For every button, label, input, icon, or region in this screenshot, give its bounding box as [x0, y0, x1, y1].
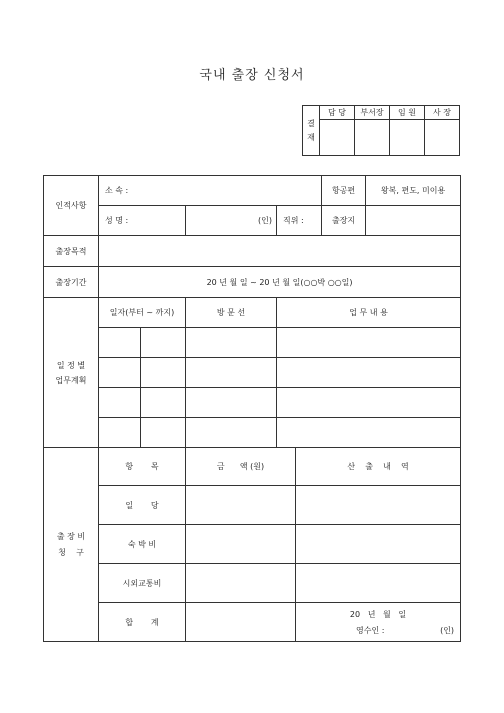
approval-label: 결 재 — [303, 106, 320, 156]
affiliation-field[interactable]: 소 속 : — [99, 176, 322, 206]
expense-amount-lodging[interactable] — [186, 525, 296, 564]
expense-amount-total[interactable] — [186, 603, 296, 642]
approval-table — [302, 105, 460, 156]
expense-amount-daily[interactable] — [186, 486, 296, 525]
schedule-label: 일 정 별 업무계획 — [44, 298, 99, 448]
expense-item-lodging: 숙 박 비 — [99, 525, 186, 564]
schedule-from-3[interactable] — [99, 388, 141, 418]
schedule-work-1[interactable] — [277, 328, 461, 358]
approval-sign-manager[interactable] — [355, 120, 390, 156]
expense-amount-transport[interactable] — [186, 564, 296, 603]
expense-item-daily: 일 당 — [99, 486, 186, 525]
expense-item-total: 합 계 — [99, 603, 186, 642]
purpose-field[interactable] — [99, 236, 461, 267]
schedule-header-date: 일자(부터 ~ 까지) — [99, 298, 186, 328]
destination-field[interactable] — [366, 206, 461, 236]
expense-detail-daily[interactable] — [296, 486, 461, 525]
schedule-visit-4[interactable] — [186, 418, 277, 448]
expense-detail-transport[interactable] — [296, 564, 461, 603]
expense-detail-lodging[interactable] — [296, 525, 461, 564]
expense-label: 출 장 비 청 구 — [44, 448, 99, 642]
name-field[interactable]: 성 명 : — [99, 206, 186, 236]
expense-header-detail: 산 출 내 역 — [296, 448, 461, 486]
receipt-date: 20 년 월 일 — [349, 610, 407, 619]
approval-header-executive: 임 원 — [390, 106, 425, 120]
purpose-label: 출장목적 — [44, 236, 99, 267]
airline-label: 항공편 — [322, 176, 366, 206]
position-field[interactable]: 직위 : — [277, 206, 322, 236]
schedule-to-4[interactable] — [141, 418, 186, 448]
approval-header-manager: 부서장 — [355, 106, 390, 120]
receiver-label: 영수인 : — [356, 626, 385, 635]
schedule-header-visit: 방 문 선 — [186, 298, 277, 328]
period-label: 출장기간 — [44, 267, 99, 298]
receiver-seal: (인) — [440, 626, 455, 635]
schedule-from-1[interactable] — [99, 328, 141, 358]
schedule-work-2[interactable] — [277, 358, 461, 388]
page-title: 국내 출장 신청서 — [199, 68, 305, 83]
expense-header-item: 항 목 — [99, 448, 186, 486]
approval-sign-president[interactable] — [425, 120, 460, 156]
airline-options[interactable]: 왕복, 편도, 미이용 — [366, 176, 461, 206]
expense-header-amount: 금 액 (원) — [186, 448, 296, 486]
schedule-from-2[interactable] — [99, 358, 141, 388]
schedule-visit-1[interactable] — [186, 328, 277, 358]
schedule-visit-3[interactable] — [186, 388, 277, 418]
schedule-to-1[interactable] — [141, 328, 186, 358]
approval-header-president: 사 장 — [425, 106, 460, 120]
approval-sign-executive[interactable] — [390, 120, 425, 156]
schedule-from-4[interactable] — [99, 418, 141, 448]
receipt-cell[interactable] — [296, 603, 461, 642]
approval-header-staff: 담 당 — [320, 106, 355, 120]
application-form — [43, 175, 461, 642]
personal-section-label: 인적사항 — [44, 176, 99, 236]
expense-item-transport: 시외교통비 — [99, 564, 186, 603]
schedule-to-2[interactable] — [141, 358, 186, 388]
name-seal: (인) — [186, 206, 277, 236]
schedule-work-3[interactable] — [277, 388, 461, 418]
period-field[interactable]: 20 년 월 일 ~ 20 년 월 일(○○박 ○○일) — [99, 267, 461, 298]
approval-sign-staff[interactable] — [320, 120, 355, 156]
destination-label: 출장지 — [322, 206, 366, 236]
schedule-visit-2[interactable] — [186, 358, 277, 388]
schedule-work-4[interactable] — [277, 418, 461, 448]
schedule-header-work: 업 무 내 용 — [277, 298, 461, 328]
schedule-to-3[interactable] — [141, 388, 186, 418]
